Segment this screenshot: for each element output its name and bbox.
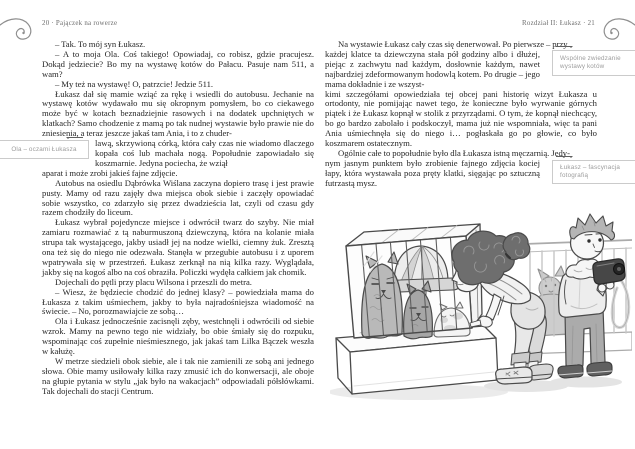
cat-show-illustration [330, 196, 632, 406]
paragraph: Dojechali do pętli przy placu Wilsona i przeszli do metra. [55, 276, 252, 287]
margin-note [0, 140, 89, 159]
margin-note-text: Wspólne zwiedzanie wystawy kotów [560, 54, 621, 70]
paragraph: – My też na wystawę! O, patrzcie! Jedzie 511. [55, 78, 214, 89]
margin-note-text: Łukasz – fascynacja fotografią [560, 163, 621, 179]
camera [593, 259, 625, 284]
paragraph-text: każdej klatce ta dziewczyna stała pół godziny albo i dłużej, piejąc z zachwytu nad każdym, dosłownie każdym, nawet najbardziej zdeformowanym hodowlą kotem. Po drugie – jego mama dokładnie i ze wszyst- [325, 48, 540, 89]
running-header-left: 20 · Pajączek na rowerze [42, 20, 118, 27]
paragraph [11, 138, 314, 169]
margin-note [552, 50, 635, 76]
left-page-text [11, 39, 314, 397]
paragraph: kimi szczegółami opowiedziała tej obcej pani historię wizyt Łukasza u ortodonty, nie pomijając nawet tego, że konieczne było wyrwanie górnych piątek i że Łukasz kopnął w stolik z przyrządami. O tym, że kopnął niechcący, bo go bardzo zabolało i podskoczył, mama już nie wspomniała, więc ta pani Ania uśmiechnęła się do niego i… pogłaskała go po głowie, co było koszmarem ostatecznym. [325, 88, 597, 149]
paragraph: Na wystawie Łukasz cały czas się denerwował. Po pierwsze – przy [338, 39, 568, 49]
corner-flourish-icon [595, 13, 635, 43]
paragraph: – Tak. To mój syn Łukasz. [55, 39, 146, 49]
paragraph: Ogólnie całe to popołudnie było dla Łukasza istną męczarnią. Jedy- [338, 147, 570, 158]
paragraph-text: lawą, skrzywioną córką, która cały czas nie wiadomo dlaczego kopała coś lub machała nogą. Popołudnie zapowiadało się koszmarnie. Jedyna pociecha, że wziął [95, 138, 314, 168]
paragraph: aparat i może zrobi jakieś fajne zdjęcie. [42, 167, 178, 178]
paragraph: – A to moja Ola. Coś takiego! Opowiadaj, co robisz, gdzie pracujesz. Dokąd jedziecie? Bo my na wystawę kotów do Pałacu. Pasuje nam 511, a wam? [42, 48, 314, 79]
paragraph [325, 48, 621, 90]
note-pointer-icon [556, 156, 571, 157]
corner-flourish-icon [0, 13, 40, 43]
paragraph [325, 157, 621, 189]
running-header-right: Rozdział II: Łukasz · 21 [522, 20, 595, 27]
note-pointer-icon [556, 46, 571, 47]
paragraph: Łukasz wybrał pojedyncze miejsce i odwrócił twarz do szyby. Nie miał zamiaru rozmawiać z tą naburmuszoną dziewczyną, która na kolanie miała strupa tak wystającego, jakby usiadł jej na nodze wielki, ciemny żuk. Zresztą ona też się do niego nie odezwała. Stanęła w przegubie autobusu i z uporem wpatrywała się w przestrzeń. Łukasz zerknął na nią kilka razy. Wyglądała, jakby się na kogoś albo na coś obraziła. Policzki wydęła całkiem jak chomik. [42, 217, 314, 277]
paragraph: – Wiesz, że będziecie chodzić do jednej klasy? – powiedziała mama do Łukasza z takim uśmiechem, jakby to była najradośniejsza wiadomość na świecie. – No, porozmawiajcie ze sobą… [42, 286, 314, 317]
paragraph: Ola i Łukasz jednocześnie zacisnęli zęby, westchnęli i odwrócili od siebie wzrok. Mamy na pewno tego nie widziały, bo obie śmiały się do rozpuku, wspominając coś zupełnie nieśmiesznego, jak jakaś tam Lilka Bączek weszła w kałużę. [42, 316, 314, 357]
paragraph: Łukasz dał się mamie wziąć za rękę i wsiedli do autobusu. Jechanie na wystawę kotów wydawało mu się okropnym pomysłem, bo co ciekawego może być w kotach beznadziejnie rasowych i na dodatek upchniętych w klatkach? Samo chodzenie z mamą po tak nudnej wystawie było prawie nie do zniesienia, a teraz jeszcze jakaś tam Ania, i to z chuder- [42, 88, 314, 139]
paragraph: Autobus na osiedlu Dąbrówka Wiślana zaczyna dopiero trasę i jest prawie pusty. Mamy od razu zajęły dwa miejsca obok siebie i zaczęły opowiadać sobie wszystko, co zdarzyło się przez dwadzieścia lat, czyli od czasu gdy razem chodziły do liceum. [42, 177, 314, 218]
margin-note-text: Ola – oczami Łukasza [11, 145, 77, 153]
note-pointer-icon [68, 137, 83, 138]
paragraph-text: nym jasnym punktem było zrobienie fajnego zdjęcia kociej łapy, która wystawała poza pręty klatki, sięgając po sztuczną futrzastą mysz. [325, 157, 540, 188]
paragraph: W metrze siedzieli obok siebie, ale i tak nie zamienili ze sobą ani jednego słowa. Obie mamy usiłowały kilka razy zmusić ich do konwersacji, ale oboje na głupie pytania w stylu „jak było na wakacjach” odpowiadali półsłówkami. Tak dojechali do stacji Centrum. [42, 356, 314, 396]
right-page-text [325, 39, 621, 189]
margin-note [552, 160, 635, 184]
boy-with-camera [558, 214, 629, 378]
